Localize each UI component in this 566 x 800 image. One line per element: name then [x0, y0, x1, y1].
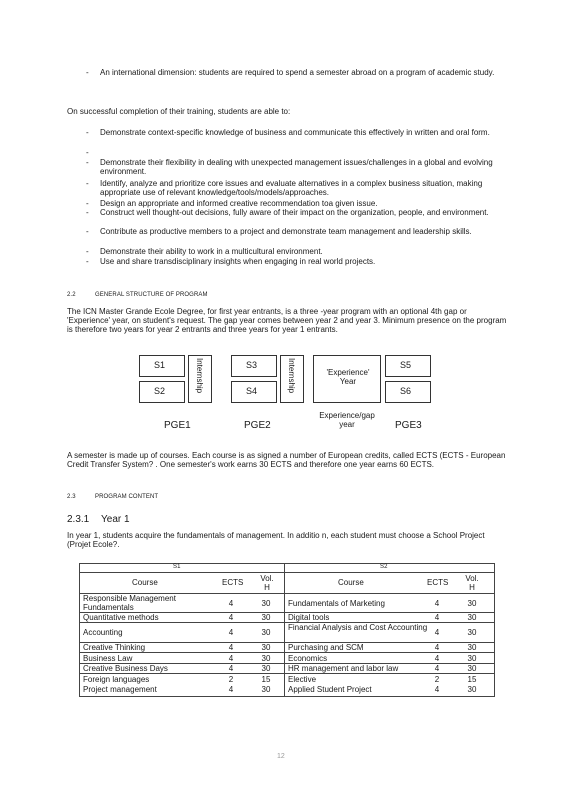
table-cell: 30: [261, 613, 271, 622]
table-cell: 4: [434, 599, 440, 608]
table-cell: 4: [228, 628, 234, 637]
outcomes-intro: On successful completion of their training, students are able to:: [67, 107, 291, 116]
semester-header-s2: S2: [380, 564, 388, 570]
table-cell: Business Law: [83, 654, 133, 663]
table-divider: [284, 563, 285, 696]
gap-year-label: Experience/gap year: [319, 411, 375, 429]
table-cell: Creative Thinking: [83, 643, 146, 652]
table-cell: 30: [467, 664, 477, 673]
table-cell: 30: [261, 654, 271, 663]
page-number: 12: [277, 753, 285, 760]
table-cell: 2: [434, 675, 440, 684]
table-cell: Creative Business Days: [83, 664, 168, 673]
header-rule: [79, 572, 495, 573]
table-cell: 4: [434, 643, 440, 652]
table-cell: Financial Analysis and Cost Accounting: [288, 623, 428, 632]
internship-box-1: Internship: [188, 355, 212, 403]
semester-box-s2: S2: [139, 381, 185, 403]
table-cell: 15: [261, 675, 271, 684]
table-cell: HR management and labor law: [288, 664, 399, 673]
table-cell: Responsible Management Fundamentals: [83, 594, 176, 612]
table-cell: 4: [434, 664, 440, 673]
table-cell: Economics: [288, 654, 328, 663]
column-header-vol: Vol. H: [465, 574, 479, 592]
list-item-text: An international dimension: students are required to spend a semester abroad on a program of academic study.: [100, 68, 495, 77]
table-cell: Accounting: [83, 628, 123, 637]
experience-year-box: 'Experience' Year: [313, 355, 381, 403]
table-cell: Project management: [83, 685, 157, 694]
row-rule: [79, 652, 495, 653]
column-header-vol: Vol. H: [260, 574, 274, 592]
table-cell: Foreign languages: [83, 675, 150, 684]
section-body: The ICN Master Grande Ecole Degree, for first year entrants, is a three -year program with an optional 4th gap or 'Experience' year, on student's request. The gap year comes between year 2 and year 3. Minimum presence on the program is therefore two years for year 2 entrants and three years for year 1 entrants.: [67, 307, 507, 334]
section-heading: GENERAL STRUCTURE OF PROGRAM: [95, 292, 208, 298]
semester-box-s5: S5: [385, 355, 431, 377]
pge3-label: PGE3: [395, 420, 422, 431]
internship-box-2: Internship: [280, 355, 304, 403]
table-cell: 4: [228, 654, 234, 663]
semester-box-s1: S1: [139, 355, 185, 377]
table-cell: 4: [228, 599, 234, 608]
ects-paragraph: A semester is made up of courses. Each course is as signed a number of European credits, called ECTS (ECTS - European Credit Transfer System? . One semester's work earns 30 ECTS and therefore one year earns 60 ECTS.: [67, 451, 506, 469]
table-cell: 30: [467, 613, 477, 622]
table-cell: 30: [261, 599, 271, 608]
table-cell: Elective: [288, 675, 317, 684]
semester-box-s3: S3: [231, 355, 277, 377]
column-header-course: Course: [338, 578, 364, 587]
table-cell: 4: [434, 613, 440, 622]
table-cell: 4: [228, 643, 234, 652]
table-cell: 4: [434, 628, 440, 637]
table-cell: 30: [261, 685, 271, 694]
section-number: 2.3: [67, 494, 76, 500]
pge1-label: PGE1: [164, 420, 191, 431]
table-cell: Purchasing and SCM: [288, 643, 364, 652]
table-cell: Digital tools: [288, 613, 330, 622]
section-number: 2.2: [67, 292, 76, 298]
table-cell: 15: [467, 675, 477, 684]
table-cell: 4: [228, 664, 234, 673]
table-cell: 4: [434, 685, 440, 694]
table-cell: Fundamentals of Marketing: [288, 599, 385, 608]
table-cell: 30: [467, 628, 477, 637]
section-heading: PROGRAM CONTENT: [95, 494, 159, 500]
table-cell: 30: [467, 599, 477, 608]
bullet-dash: -: [86, 68, 89, 77]
subsection-body: In year 1, students acquire the fundamentals of management. In additio n, each student must choose a School Project (Projet Ecole?.: [67, 531, 485, 549]
table-cell: 30: [467, 685, 477, 694]
table-cell: 2: [228, 675, 234, 684]
table-cell: 4: [434, 654, 440, 663]
table-cell: Applied Student Project: [288, 685, 372, 694]
semester-box-s6: S6: [385, 381, 431, 403]
table-cell: 30: [467, 643, 477, 652]
pge2-label: PGE2: [244, 420, 271, 431]
subsection-heading: Year 1: [101, 514, 130, 525]
column-header-ects: ECTS: [427, 578, 449, 587]
subsection-number: 2.3.1: [67, 514, 90, 525]
column-header-course: Course: [132, 578, 158, 587]
table-cell: 30: [261, 628, 271, 637]
semester-header-s1: S1: [173, 564, 181, 570]
table-cell: 30: [467, 654, 477, 663]
table-cell: 4: [228, 685, 234, 694]
semester-box-s4: S4: [231, 381, 277, 403]
column-header-ects: ECTS: [222, 578, 244, 587]
table-cell: 4: [228, 613, 234, 622]
row-rule: [79, 673, 495, 674]
table-cell: 30: [261, 664, 271, 673]
table-cell: 30: [261, 643, 271, 652]
row-rule: [79, 622, 495, 623]
table-cell: Quantitative methods: [83, 613, 159, 622]
